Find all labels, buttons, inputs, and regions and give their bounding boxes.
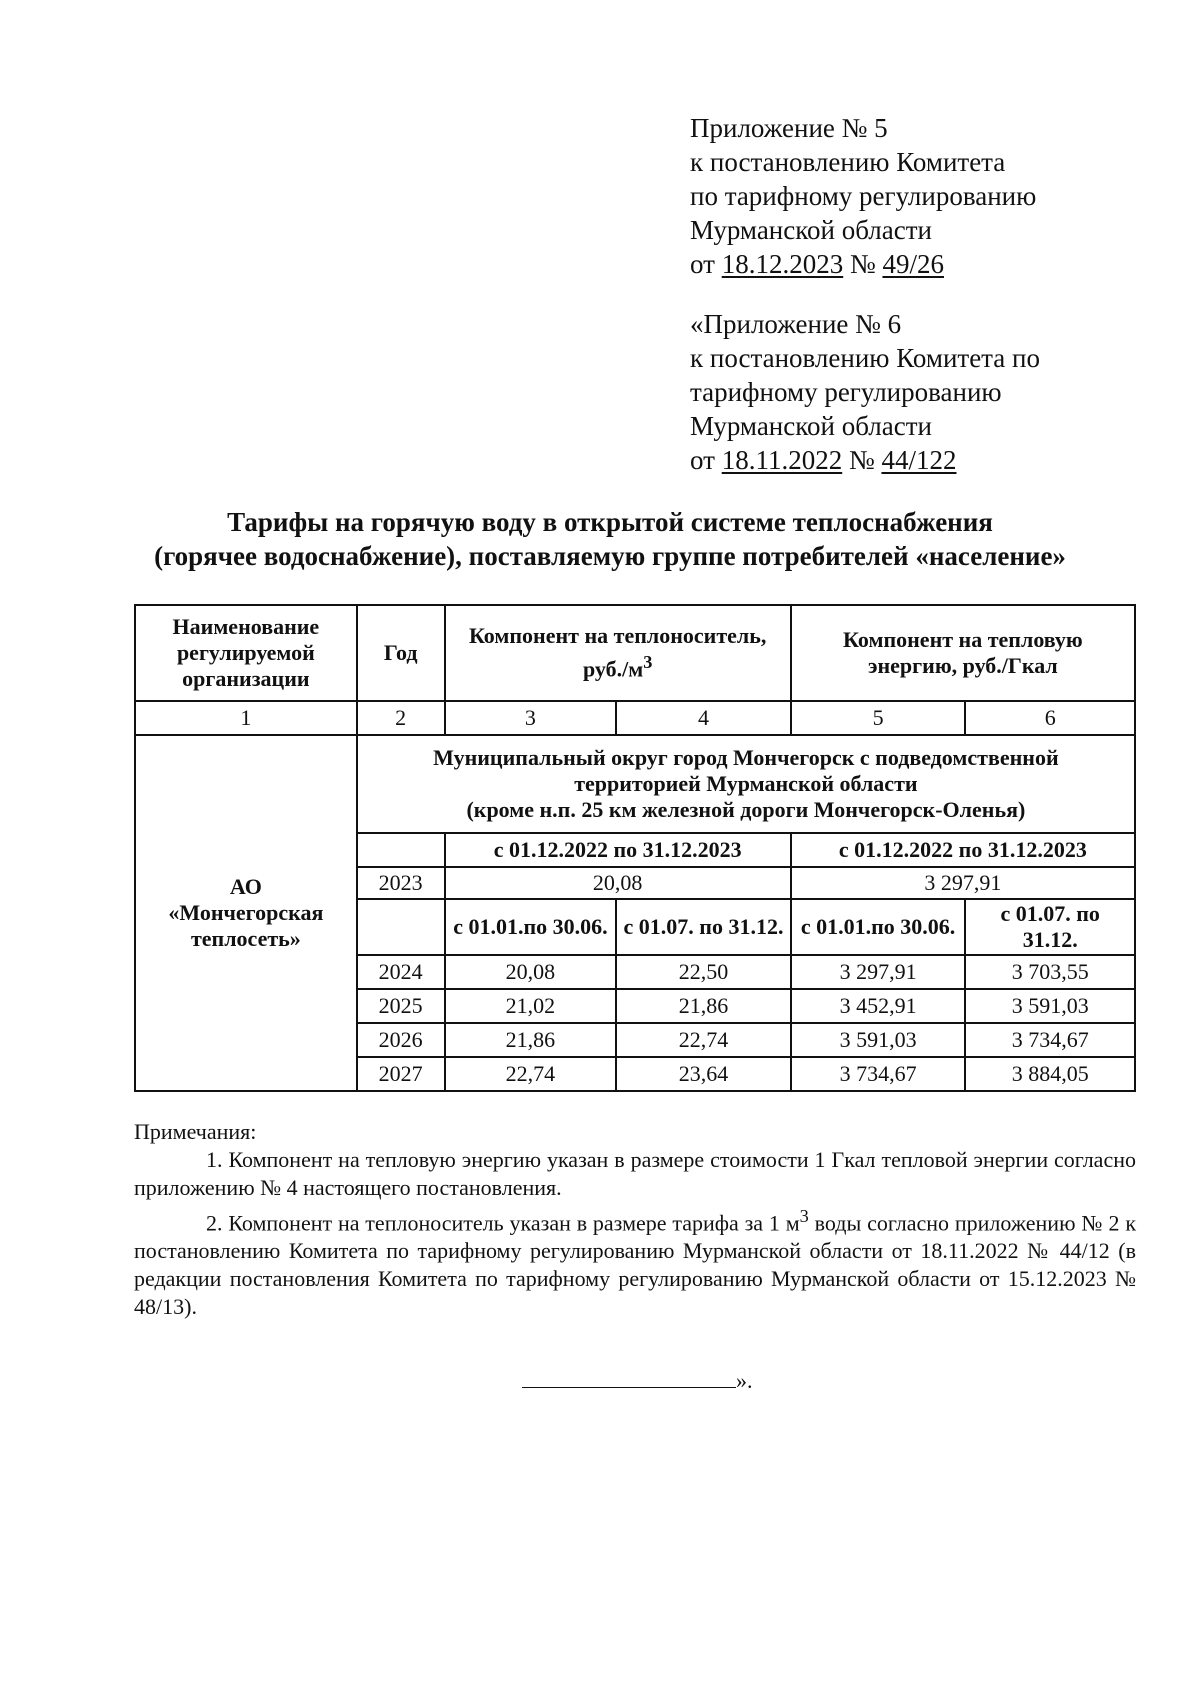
column-number: 3 <box>445 701 617 735</box>
annex-date-prefix: от <box>690 249 715 279</box>
annex-line: Мурманской области <box>690 411 932 441</box>
org-name-line: теплосеть» <box>190 926 301 951</box>
column-number: 6 <box>965 701 1135 735</box>
sub-period-year-empty <box>357 899 445 955</box>
annex-line: тарифному регулированию <box>690 377 1002 407</box>
sub-period-carrier-h2: с 01.07. по 31.12. <box>616 899 791 955</box>
notes-section <box>134 1118 1136 1321</box>
column-number: 5 <box>791 701 966 735</box>
period-carrier: с 01.12.2022 по 31.12.2023 <box>445 833 791 867</box>
municipality-line: территорией Мурманской области <box>574 771 918 796</box>
annex-number-sign: № <box>849 249 876 279</box>
column-number: 1 <box>135 701 357 735</box>
energy-value: 3 297,91 <box>791 867 1135 899</box>
energy-value: 3 703,55 <box>965 955 1135 989</box>
carrier-value: 21,86 <box>616 989 791 1023</box>
annex-header-6 <box>690 307 1040 477</box>
column-number: 4 <box>616 701 791 735</box>
municipality-line: Муниципальный округ город Мончегорск с подведомственной <box>433 745 1059 770</box>
carrier-value: 21,86 <box>445 1023 617 1057</box>
annex-line: «Приложение № 6 <box>690 309 902 339</box>
year-cell: 2024 <box>357 955 445 989</box>
year-cell: 2027 <box>357 1057 445 1091</box>
note-2-text-end: воды согласно приложению № 2 к постановлению Комитета по тарифному регулированию Мурманской области от 18.11.2022 № 44/12 (в редакции постановления Комитета по тарифному регулированию Мурманской области от 15.12.2023 № 48/13). <box>134 1210 1137 1320</box>
title-line-1: Тарифы на горячую воду в открытой системе теплоснабжения <box>227 507 993 537</box>
header-year: Год <box>357 605 445 701</box>
sub-period-carrier-h1: с 01.01.по 30.06. <box>445 899 617 955</box>
closing-quote: ». <box>736 1368 753 1393</box>
annex-number: 44/122 <box>881 445 957 475</box>
municipality-cell <box>357 735 1135 833</box>
annex-date-line <box>690 247 1036 281</box>
municipality-row <box>135 735 1135 833</box>
closing-mark <box>522 1368 753 1394</box>
header-org: Наименование регулируемой организации <box>135 605 357 701</box>
header-energy: Компонент на тепловую энергию, руб./Гкал <box>791 605 1135 701</box>
annex-header-5 <box>690 111 1036 281</box>
carrier-value: 22,74 <box>445 1057 617 1091</box>
notes-heading: Примечания: <box>134 1119 257 1144</box>
column-number: 2 <box>357 701 445 735</box>
year-cell: 2025 <box>357 989 445 1023</box>
carrier-value: 20,08 <box>445 955 617 989</box>
annex-line: Мурманской области <box>690 215 932 245</box>
energy-value: 3 591,03 <box>965 989 1135 1023</box>
carrier-value: 21,02 <box>445 989 617 1023</box>
closing-rule <box>522 1369 736 1388</box>
note-2 <box>134 1202 1136 1321</box>
note-1: 1. Компонент на тепловую энергию указан в размере стоимости 1 Гкал тепловой энергии согласно приложению № 4 настоящего постановления. <box>134 1147 1136 1200</box>
energy-value: 3 734,67 <box>965 1023 1135 1057</box>
annex-line: к постановлению Комитета по <box>690 343 1040 373</box>
header-carrier-sup: 3 <box>643 652 653 673</box>
energy-value: 3 591,03 <box>791 1023 966 1057</box>
sub-period-energy-h1: с 01.01.по 30.06. <box>791 899 966 955</box>
column-number-row <box>135 701 1135 735</box>
org-name-cell <box>135 735 357 1091</box>
annex-date-line <box>690 443 1040 477</box>
annex-number: 49/26 <box>882 249 944 279</box>
energy-value: 3 452,91 <box>791 989 966 1023</box>
carrier-value: 22,50 <box>616 955 791 989</box>
org-name-line: АО <box>229 874 262 899</box>
annex-number-sign: № <box>848 445 875 475</box>
annex-line: к постановлению Комитета <box>690 147 1006 177</box>
note-2-sup: 3 <box>799 1206 809 1226</box>
energy-value: 3 884,05 <box>965 1057 1135 1091</box>
carrier-value: 22,74 <box>616 1023 791 1057</box>
header-carrier <box>445 605 791 701</box>
annex-date-prefix: от <box>690 445 715 475</box>
header-carrier-text: Компонент на теплоноситель, руб./м <box>468 623 767 682</box>
annex-line: по тарифному регулированию <box>690 181 1037 211</box>
annex-line: Приложение № 5 <box>690 113 888 143</box>
energy-value: 3 734,67 <box>791 1057 966 1091</box>
tariff-table <box>134 604 1136 1092</box>
period-energy: с 01.12.2022 по 31.12.2023 <box>791 833 1135 867</box>
table-header-row <box>135 605 1135 701</box>
document-title <box>110 505 1110 573</box>
sub-period-energy-h2: с 01.07. по 31.12. <box>965 899 1135 955</box>
carrier-value: 23,64 <box>616 1057 791 1091</box>
annex-date: 18.12.2023 <box>721 249 844 279</box>
year-cell: 2026 <box>357 1023 445 1057</box>
annex-date: 18.11.2022 <box>721 445 843 475</box>
title-line-2: (горячее водоснабжение), поставляемую группе потребителей «население» <box>154 541 1066 571</box>
energy-value: 3 297,91 <box>791 955 966 989</box>
period-year-empty <box>357 833 445 867</box>
org-name-line: «Мончегорская <box>168 900 324 925</box>
year-cell: 2023 <box>357 867 445 899</box>
carrier-value: 20,08 <box>445 867 791 899</box>
note-2-text-start: 2. Компонент на теплоноситель указан в размере тарифа за 1 м <box>206 1210 800 1236</box>
municipality-line: (кроме н.п. 25 км железной дороги Мончегорск-Оленья) <box>466 797 1026 822</box>
